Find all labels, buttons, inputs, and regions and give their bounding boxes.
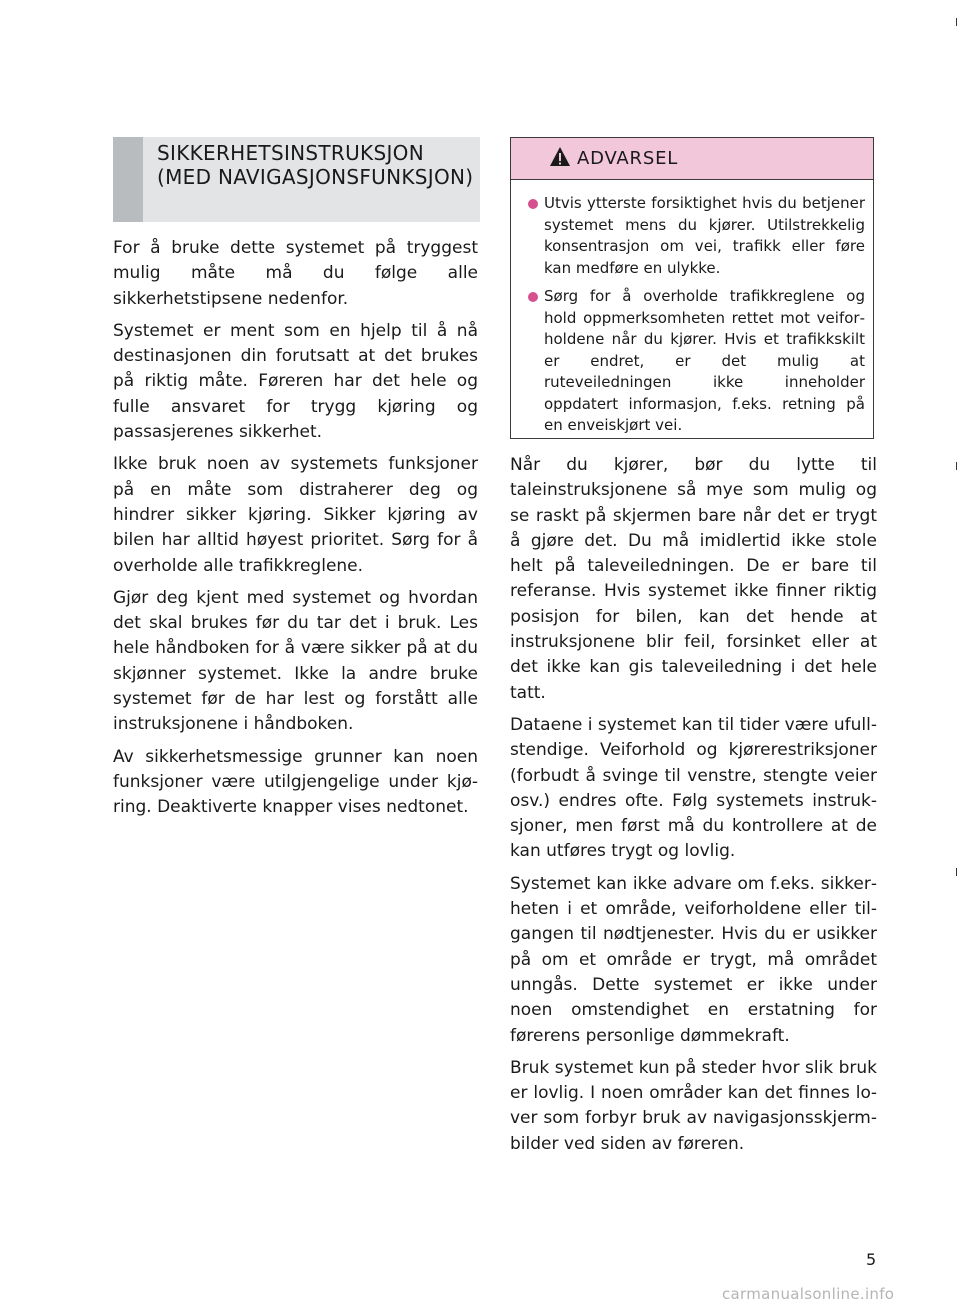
warning-triangle-icon — [549, 146, 571, 168]
paragraph: Bruk systemet kun på steder hvor slik bruk er lovlig. I noen områder kan det finnes lover som forbyr bruk av navigasjonsskjermbilder ved siden av føreren. — [510, 1057, 877, 1154]
warning-item-text: Sørg for å overholde trafikkreglene og hold oppmerksomheten rettet mot veiforholdene når du kjører. Hvis et trafikkskilt er endret, er det mulig at ruteveiledningen ikke inneholder oppdatert informasjon, f.eks. retning på en enveiskjørt vei. — [544, 287, 865, 434]
bullet-icon — [528, 292, 538, 302]
crop-mark — [956, 18, 957, 26]
paragraph: Når du kjører, bør du lytte til taleinstruksjonene så mye som mulig og se raskt på skjermen bare når det er trygt å gjøre det. Du må imidlertid ikke stole helt på taleveiledningen. De er bare til referanse. Hvis systemet ikke finner riktig posisjon for bilen, kan det hende at instruksjonene blir feil, forsinket eller at det ikke kan gis taleveiledning i det hele tatt. — [510, 455, 877, 703]
warning-box — [510, 137, 874, 439]
page-number: 5 — [866, 1250, 877, 1269]
paragraph: Av sikkerhetsmessige grunner kan noen funksjoner være utilgjengelige under kjøring. Deaktiverte knapper vises nedtonet. — [113, 746, 478, 818]
crop-mark — [956, 868, 957, 876]
warning-label: ADVARSEL — [577, 148, 679, 169]
paragraph: Systemet er ment som en hjelp til å nå destinasjonen din forutsatt at det brukes på riktig måte. Føreren har det hele og fulle ansvaret for trygg kjøring og passasjerenes sikkerhet. — [113, 320, 478, 443]
paragraph: For å bruke dette systemet på tryggest mulig måte må du følge alle sikkerhetstipsene nedenfor. — [113, 238, 478, 309]
crop-mark — [956, 462, 957, 470]
paragraph: Systemet kan ikke advare om f.eks. sikkerheten i et område, veiforholdene eller tilgangen til nødtjenester. Hvis du er usikker på om et område er trygt, må området unngås. Dette systemet er ikke under noen omstendighet en erstatning for førerens personlige dømmekraft. — [510, 873, 877, 1046]
warning-item — [528, 286, 865, 437]
section-title: SIKKERHETSINSTRUKSJON (MED NAVIGASJONSFUNKSJON) — [157, 141, 474, 189]
warning-item-text: Utvis ytterste forsiktighet hvis du betjener systemet mens du kjører. Utilstrekkelig konsentrasjon om vei, trafikk eller føre kan medføre en ulykke. — [544, 194, 865, 277]
right-column — [510, 453, 877, 1164]
bullet-icon — [528, 199, 538, 209]
warning-item — [528, 193, 865, 279]
warning-header — [511, 138, 873, 180]
watermark: carmanualsonline.info — [722, 1285, 895, 1303]
paragraph: Gjør deg kjent med systemet og hvordan det skal brukes før du tar det i bruk. Les hele håndboken for å være sikker på at du skjønner systemet. Ikke la andre bruke systemet før de har lest og forstått alle instruksjonene i håndboken. — [113, 587, 478, 735]
paragraph: Dataene i systemet kan til tider være ufullstendige. Veiforhold og kjørerestriksjoner (forbudt å svinge til venstre, stengte veier osv.) endres ofte. Følg systemets instruksjoner, men først må du kontrollere at de kan utføres trygt og lovlig. — [510, 714, 877, 862]
warning-list — [511, 180, 873, 437]
left-column — [113, 236, 478, 828]
section-header — [113, 137, 480, 222]
section-header-bar — [113, 137, 143, 222]
paragraph: Ikke bruk noen av systemets funksjoner på en måte som distraherer deg og hindrer sikker kjøring. Sikker kjøring av bilen har alltid høyest prioritet. Sørg for å overholde alle trafikkreglene. — [113, 454, 478, 576]
